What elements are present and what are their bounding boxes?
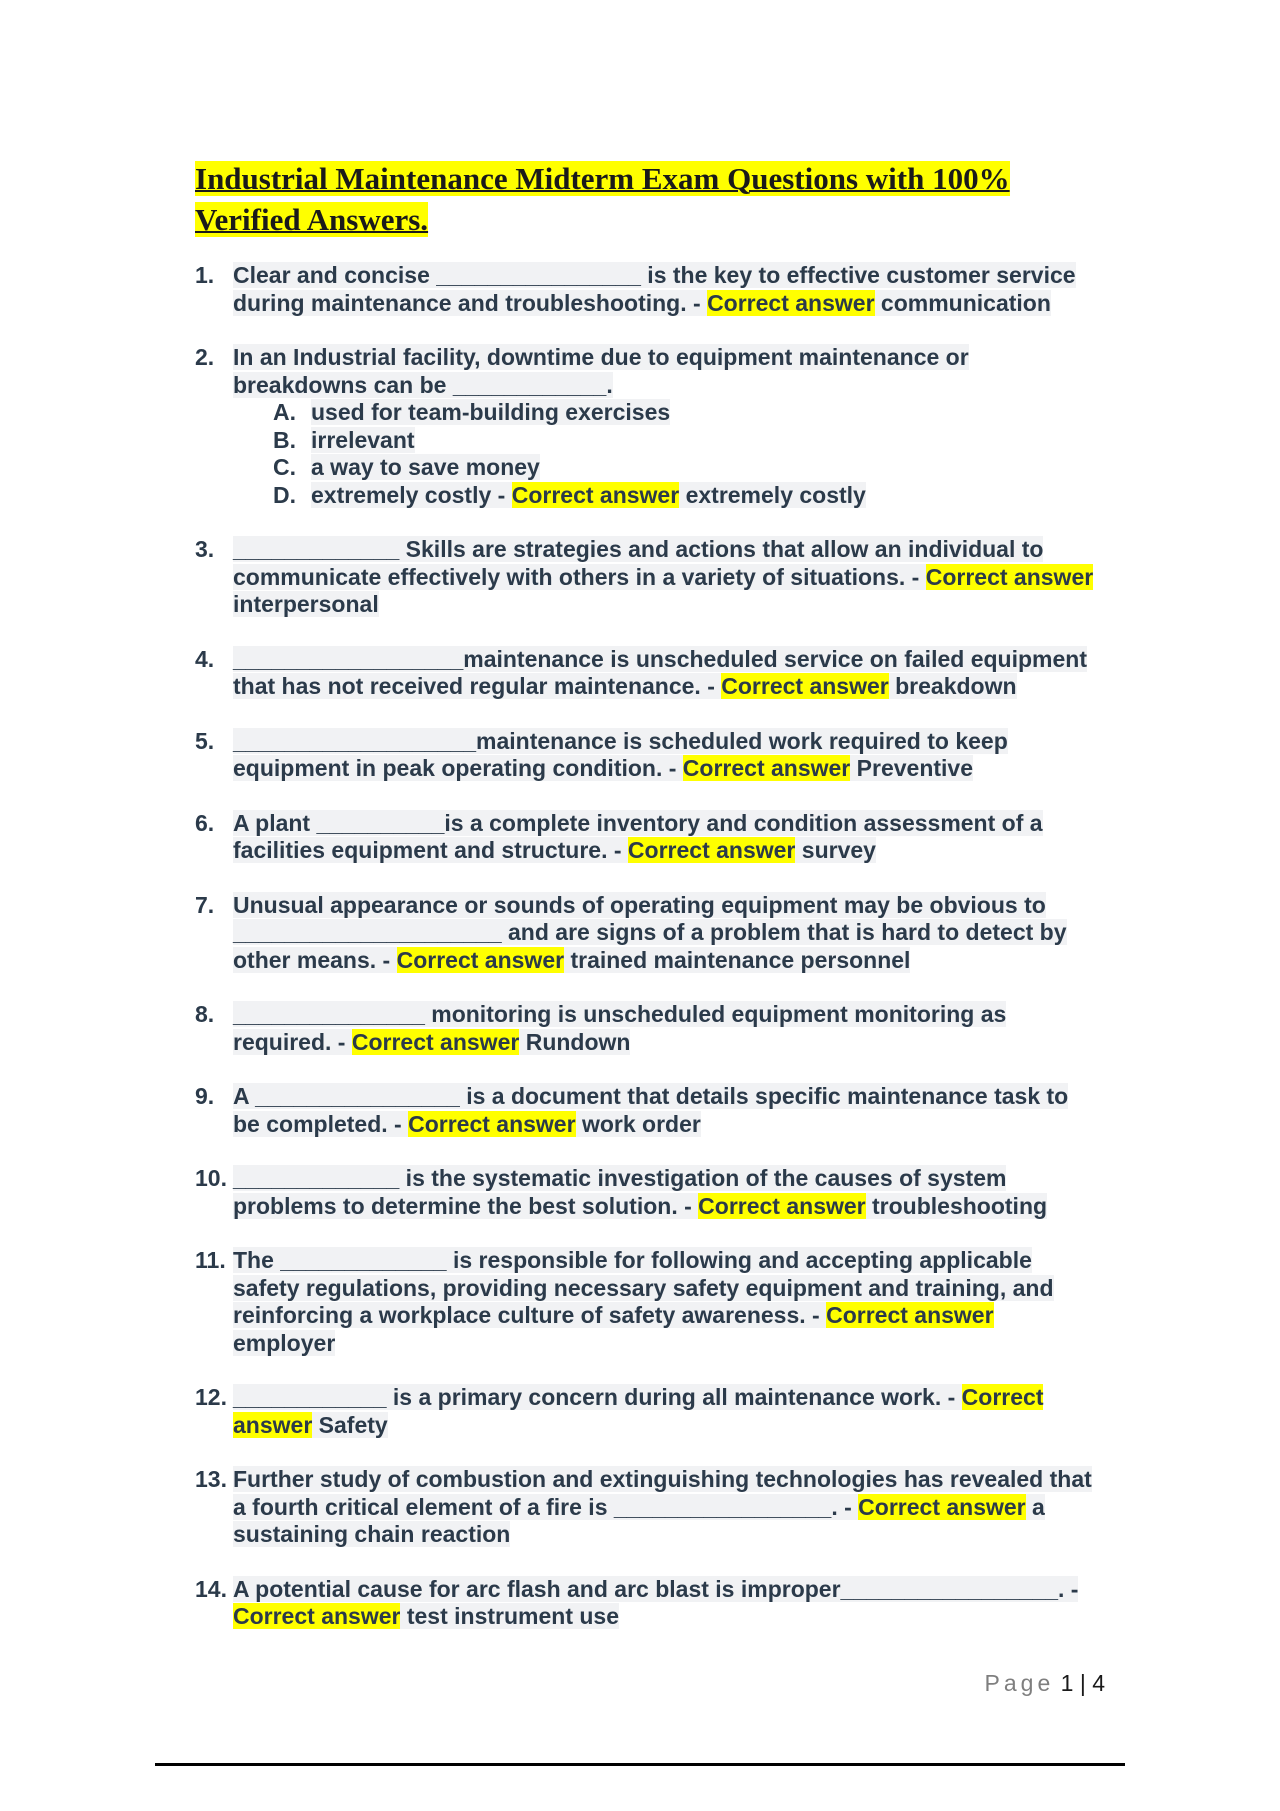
option-letter: D. [273,481,296,508]
question-text: In an Industrial facility, downtime due to equipment maintenance or [233,344,969,370]
correct-answer-label: Correct answer [826,1302,994,1328]
option-text: used for team-building exercises [311,399,671,425]
option-letter: A. [273,399,296,425]
question-14 [195,1576,1135,1631]
question-11 [195,1247,1135,1357]
correct-answer-label: Correct answer [511,481,680,508]
correct-answer-label: Correct answer [682,755,851,781]
answer-text: breakdown [888,673,1017,699]
question-text: _______________ monitoring is unscheduled equipment monitoring as [233,1001,1007,1027]
question-number: 5. [195,727,215,754]
correct-answer-label: answer [233,1411,313,1438]
question-text: Further study of combustion and extinguishing technologies has revealed that [233,1466,1092,1492]
question-text: a fourth critical element of a fire is _________________. - [233,1493,859,1520]
option-text: irrelevant [311,426,415,453]
question-7 [195,892,1135,975]
question-text: The _____________ is responsible for following and accepting applicable [233,1247,1032,1273]
correct-answer-label: Correct answer [721,673,889,699]
question-10 [195,1165,1135,1220]
question-text: that has not received regular maintenance. - [233,673,722,699]
question-text: __________________maintenance is unscheduled service on failed equipment [233,645,1087,672]
question-text: be completed. - [233,1110,409,1137]
answer-text: communication [874,289,1051,316]
option-b [273,427,1135,455]
answer-text: interpersonal [233,591,379,617]
correct-answer-label: Correct answer [627,837,796,863]
total-pages: 4 [1092,1670,1105,1696]
question-number: 14. [195,1575,227,1602]
question-1 [195,262,1135,317]
correct-answer-label: Correct answer [351,1028,520,1055]
correct-answer-label: Correct answer [858,1493,1026,1520]
question-text: breakdowns can be ____________. [233,371,613,398]
question-text: A plant __________is a complete inventory and condition assessment of a [233,809,1043,836]
question-number: 4. [195,645,215,672]
correct-answer-label: Correct answer [925,563,1094,590]
question-2 [195,344,1135,509]
question-number: 7. [195,891,215,918]
answer-options [233,399,1135,509]
question-4 [195,646,1135,701]
question-text: _____________ is the systematic investigation of the causes of system [233,1165,1007,1191]
question-number: 11. [195,1247,226,1273]
question-text: A ________________ is a document that details specific maintenance task to [233,1083,1069,1109]
question-number: 3. [195,536,215,562]
question-text: safety regulations, providing necessary safety equipment and training, and [233,1274,1054,1301]
question-list [195,262,1135,1658]
option-c [273,454,1135,482]
answer-text: Safety [312,1411,388,1438]
document-title [195,158,1135,240]
answer-text: test instrument use [400,1603,620,1629]
option-letter: B. [273,426,296,453]
question-text: ___________________maintenance is scheduled work required to keep [233,727,1008,754]
question-text: Unusual appearance or sounds of operating equipment may be obvious to [233,891,1046,918]
question-text: during maintenance and troubleshooting. - [233,289,708,316]
question-number: 1. [195,262,215,288]
correct-answer-label: Correct answer [698,1192,866,1219]
answer-text: a [1025,1493,1045,1520]
option-d [273,482,1135,510]
question-text: _____________________ and are signs of a problem that is hard to detect by [233,919,1067,945]
answer-text: work order [575,1110,701,1137]
option-a [273,399,1135,427]
question-text: communicate effectively with others in a variety of situations. - [233,563,926,590]
question-number: 2. [195,344,215,370]
answer-text: trained maintenance personnel [564,946,911,973]
question-text: facilities equipment and structure. - [233,837,628,863]
question-number: 9. [195,1083,215,1109]
question-number: 6. [195,809,215,836]
question-8 [195,1001,1135,1056]
correct-answer-label: Correct answer [233,1603,401,1629]
correct-answer-label: Correct [961,1384,1044,1410]
question-number: 8. [195,1001,215,1027]
question-number: 10. [195,1165,227,1191]
footer-rule [155,1763,1125,1766]
question-9 [195,1083,1135,1138]
correct-answer-label: Correct answer [396,946,565,973]
page-separator: | [1079,1670,1086,1696]
question-3 [195,536,1135,619]
question-text: required. - [233,1028,352,1055]
question-13 [195,1466,1135,1549]
question-number: 13. [195,1466,227,1492]
question-text: problems to determine the best solution. - [233,1192,699,1219]
question-text: other means. - [233,946,397,973]
option-letter: C. [273,454,296,480]
question-number: 12. [195,1384,227,1410]
answer-text: Preventive [850,755,974,781]
title-line-1: Industrial Maintenance Midterm Exam Questions with 100% [195,161,1010,196]
option-text: extremely costly - [311,481,512,508]
question-text: _____________ Skills are strategies and actions that allow an individual to [233,536,1044,562]
page-number-footer [985,1670,1105,1697]
page-label: Page [984,1670,1055,1696]
answer-text: troubleshooting [865,1192,1048,1219]
title-line-2: Verified Answers. [195,202,429,237]
answer-text: survey [795,837,876,863]
answer-text: extremely costly [679,481,866,508]
question-text: ____________ is a primary concern during all maintenance work. - [233,1384,962,1410]
question-text: Clear and concise ________________ is the key to effective customer service [233,262,1076,288]
correct-answer-label: Correct answer [408,1110,576,1137]
question-6 [195,810,1135,865]
answer-text: sustaining chain reaction [233,1521,511,1547]
correct-answer-label: Correct answer [707,289,875,316]
question-12 [195,1384,1135,1439]
answer-text: employer [233,1329,336,1356]
question-5 [195,728,1135,783]
option-text: a way to save money [311,454,540,480]
question-text: reinforcing a workplace culture of safety awareness. - [233,1302,827,1328]
answer-text: Rundown [519,1028,631,1055]
current-page-number: 1 [1060,1670,1074,1696]
question-text: equipment in peak operating condition. - [233,755,683,781]
question-text: A potential cause for arc flash and arc blast is improper_________________. - [233,1575,1079,1602]
